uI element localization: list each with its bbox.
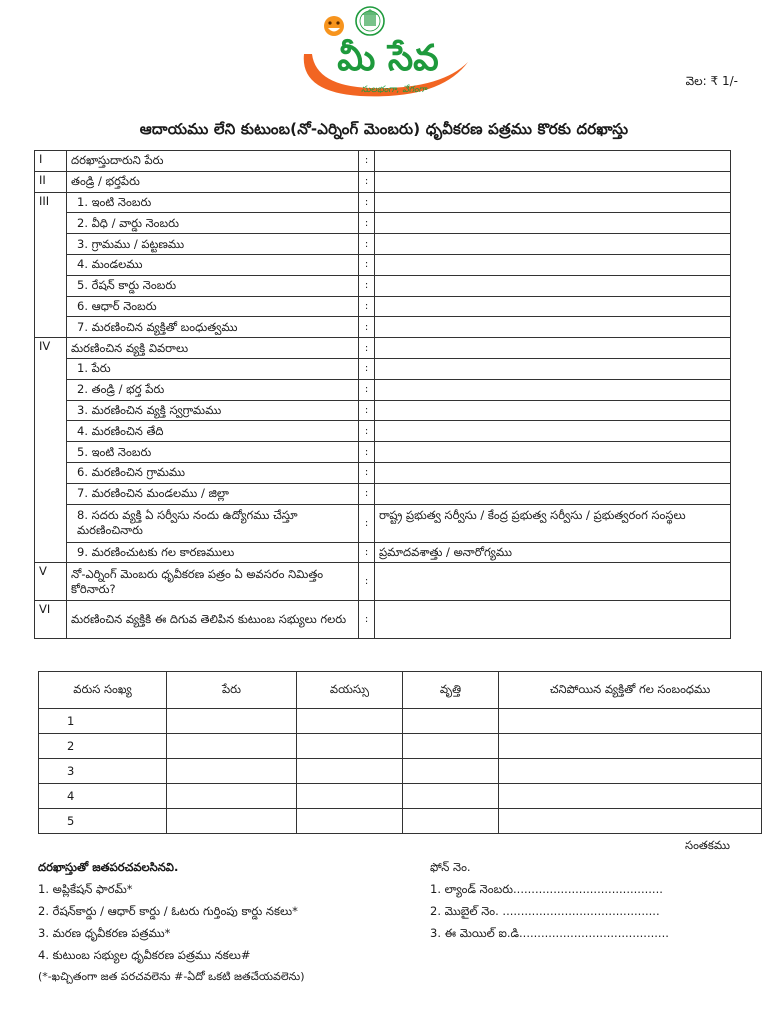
row-number (35, 400, 67, 421)
row-number (35, 442, 67, 463)
form-row (35, 213, 731, 234)
form-row (35, 275, 731, 296)
field-colon: : (359, 296, 375, 317)
field-colon: : (359, 192, 375, 213)
form-row (35, 192, 731, 213)
field-value[interactable] (375, 563, 731, 601)
row-number (35, 379, 67, 400)
family-relation-cell[interactable] (499, 734, 762, 759)
field-value[interactable] (375, 601, 731, 639)
field-label: 2. వీధి / వార్డు నెంబరు (67, 213, 359, 234)
field-value[interactable] (375, 442, 731, 463)
family-relation-cell[interactable] (499, 759, 762, 784)
field-label: 5. ఇంటి నెంబరు (67, 442, 359, 463)
field-colon: : (359, 379, 375, 400)
field-value[interactable] (375, 483, 731, 504)
form-row (35, 442, 731, 463)
family-row (39, 709, 762, 734)
form-row (35, 504, 731, 542)
row-number (35, 421, 67, 442)
col-name-header: పేరు (167, 672, 297, 709)
form-row (35, 483, 731, 504)
family-age-cell[interactable] (297, 734, 403, 759)
field-colon: : (359, 213, 375, 234)
signature-label: సంతకము (685, 838, 730, 852)
family-serial: 5 (39, 809, 167, 834)
document-item: 4. కుటుంబ సభ్యుల ధృవీకరణ పత్రము నకలు# (38, 948, 251, 962)
row-number: V (35, 563, 67, 601)
field-colon: : (359, 442, 375, 463)
form-row (35, 151, 731, 172)
field-value[interactable] (375, 234, 731, 255)
field-value[interactable] (375, 296, 731, 317)
col-occupation-header: వృత్తి (403, 672, 499, 709)
row-number (35, 234, 67, 255)
family-row (39, 759, 762, 784)
family-age-cell[interactable] (297, 784, 403, 809)
form-row (35, 254, 731, 275)
mee-seva-logo (290, 4, 480, 100)
family-name-cell[interactable] (167, 709, 297, 734)
family-occupation-cell[interactable] (403, 809, 499, 834)
field-label: 9. మరణించుటకు గల కారణములు (67, 542, 359, 563)
form-row (35, 400, 731, 421)
family-table-header-row (39, 672, 762, 709)
field-value[interactable] (375, 317, 731, 338)
family-serial: 1 (39, 709, 167, 734)
field-value[interactable] (375, 275, 731, 296)
family-occupation-cell[interactable] (403, 759, 499, 784)
family-serial: 4 (39, 784, 167, 809)
phone-heading: ఫోన్ నెం. (430, 860, 471, 874)
phone-item: 2. మొబైల్ నెం. ........................................... (430, 904, 660, 918)
family-relation-cell[interactable] (499, 784, 762, 809)
field-label: 8. సదరు వ్యక్తి ఏ సర్వీసు నందు ఉద్యోగము చేస్తూ మరణించినారు (67, 504, 359, 542)
row-number (35, 504, 67, 542)
form-row (35, 358, 731, 379)
form-row (35, 234, 731, 255)
row-number: III (35, 192, 67, 213)
field-colon: : (359, 234, 375, 255)
form-row (35, 296, 731, 317)
field-colon: : (359, 338, 375, 359)
family-name-cell[interactable] (167, 784, 297, 809)
field-colon: : (359, 317, 375, 338)
family-serial: 2 (39, 734, 167, 759)
family-age-cell[interactable] (297, 759, 403, 784)
row-number (35, 358, 67, 379)
family-row (39, 784, 762, 809)
field-colon: : (359, 171, 375, 192)
phone-section (430, 856, 669, 944)
documents-heading: దరఖాస్తుతో జతపరచవలసినవి. (38, 860, 179, 874)
row-number: VI (35, 601, 67, 639)
row-number: I (35, 151, 67, 172)
field-label: మరణించిన వ్యక్తికి ఈ దిగువ తెలిపిన కుటుంబ సభ్యులు గలరు (67, 601, 359, 639)
field-label: మరణించిన వ్యక్తి వివరాలు (67, 338, 359, 359)
document-item: 1. అప్లికేషన్ ఫారమ్* (38, 882, 133, 896)
field-colon: : (359, 358, 375, 379)
row-number (35, 296, 67, 317)
field-label: 6. ఆధార్ నెంబరు (67, 296, 359, 317)
form-row (35, 462, 731, 483)
field-value[interactable] (375, 171, 731, 192)
row-number (35, 213, 67, 234)
field-value[interactable] (375, 462, 731, 483)
field-label: 5. రేషన్ కార్డు నెంబరు (67, 275, 359, 296)
phone-item: 1. ల్యాండ్ నెంబరు......................................... (430, 882, 663, 896)
row-number (35, 317, 67, 338)
family-age-cell[interactable] (297, 809, 403, 834)
field-label: 4. మరణించిన తేది (67, 421, 359, 442)
form-row (35, 317, 731, 338)
field-value[interactable] (375, 192, 731, 213)
family-members-table (38, 671, 762, 834)
family-occupation-cell[interactable] (403, 784, 499, 809)
row-number (35, 483, 67, 504)
col-serial-header: వరుస సంఖ్య (39, 672, 167, 709)
family-name-cell[interactable] (167, 734, 297, 759)
col-age-header: వయస్సు (297, 672, 403, 709)
field-label: 1. ఇంటి నెంబరు (67, 192, 359, 213)
family-row (39, 809, 762, 834)
application-form-table (34, 150, 731, 639)
field-colon: : (359, 542, 375, 563)
field-label: తండ్రి / భర్తపేరు (67, 171, 359, 192)
field-label: 3. గ్రామము / పట్టణము (67, 234, 359, 255)
field-colon: : (359, 275, 375, 296)
field-label: నో-ఎర్నింగ్ మెంబరు ధృవీకరణ పత్రం ఏ అవసరం నిమిత్తం కోరినారు? (67, 563, 359, 601)
row-number (35, 254, 67, 275)
field-value[interactable] (375, 400, 731, 421)
field-colon: : (359, 421, 375, 442)
documents-note: (*-ఖచ్చితంగా జత పరచవలెను #-ఏదో ఒకటి జతచేయవలెను) (38, 970, 305, 983)
family-name-cell[interactable] (167, 759, 297, 784)
telangana-emblem-icon (356, 7, 384, 35)
documents-list (38, 856, 305, 988)
field-label: 7. మరణించిన మండలము / జిల్లా (67, 483, 359, 504)
field-colon: : (359, 400, 375, 421)
field-value[interactable] (375, 421, 731, 442)
field-value[interactable]: రాష్ట్ర ప్రభుత్వ సర్వీసు / కేంద్ర ప్రభుత్వ సర్వీసు / ప్రభుత్వరంగ సంస్థలు (375, 504, 731, 542)
price-label: వెల: ₹ 1/- (685, 74, 738, 88)
family-occupation-cell[interactable] (403, 709, 499, 734)
family-serial: 3 (39, 759, 167, 784)
form-title: ఆదాయము లేని కుటుంబ(నో-ఎర్నింగ్ మెంబరు) ధృవీకరణ పత్రము కొరకు దరఖాస్తు (139, 120, 629, 138)
logo-text: మీ సేవ (337, 38, 439, 79)
field-label: 7. మరణించిన వ్యక్తితో బంధుత్వము (67, 317, 359, 338)
row-number: IV (35, 338, 67, 359)
field-label: 6. మరణించిన గ్రామము (67, 462, 359, 483)
field-value[interactable] (375, 151, 731, 172)
field-colon: : (359, 483, 375, 504)
field-colon: : (359, 254, 375, 275)
field-value[interactable]: ప్రమాదవశాత్తు / అనారోగ్యము (375, 542, 731, 563)
field-value[interactable] (375, 338, 731, 359)
field-label: 3. మరణించిన వ్యక్తి స్వగ్రామము (67, 400, 359, 421)
document-item: 3. మరణ ధృవీకరణ పత్రము* (38, 926, 171, 940)
field-label: 2. తండ్రి / భర్త పేరు (67, 379, 359, 400)
col-relation-header: చనిపోయిన వ్యక్తితో గల సంబంధము (499, 672, 762, 709)
row-number (35, 275, 67, 296)
family-relation-cell[interactable] (499, 709, 762, 734)
form-row (35, 338, 731, 359)
form-row (35, 171, 731, 192)
family-relation-cell[interactable] (499, 809, 762, 834)
row-number: II (35, 171, 67, 192)
form-row (35, 421, 731, 442)
field-label: 4. మండలము (67, 254, 359, 275)
field-value[interactable] (375, 358, 731, 379)
field-label: 1. పేరు (67, 358, 359, 379)
row-number (35, 462, 67, 483)
phone-item: 3. ఈ మెయిల్ ఐ.డి......................................... (430, 926, 669, 940)
form-row (35, 379, 731, 400)
smiley-icon (324, 16, 344, 36)
field-colon: : (359, 563, 375, 601)
form-row (35, 542, 731, 563)
family-row (39, 734, 762, 759)
row-number (35, 542, 67, 563)
field-colon: : (359, 462, 375, 483)
field-colon: : (359, 504, 375, 542)
form-row (35, 563, 731, 601)
field-value[interactable] (375, 254, 731, 275)
family-name-cell[interactable] (167, 809, 297, 834)
document-item: 2. రేషన్‌కార్డు / ఆధార్ కార్డు / ఓటరు గుర్తింపు కార్డు నకలు* (38, 904, 298, 918)
field-label: దరఖాస్తుదారుని పేరు (67, 151, 359, 172)
logo-tagline: సులభంగా, వేగంగా (361, 85, 427, 95)
form-row (35, 601, 731, 639)
field-value[interactable] (375, 213, 731, 234)
field-value[interactable] (375, 379, 731, 400)
field-colon: : (359, 601, 375, 639)
family-age-cell[interactable] (297, 709, 403, 734)
family-occupation-cell[interactable] (403, 734, 499, 759)
field-colon: : (359, 151, 375, 172)
